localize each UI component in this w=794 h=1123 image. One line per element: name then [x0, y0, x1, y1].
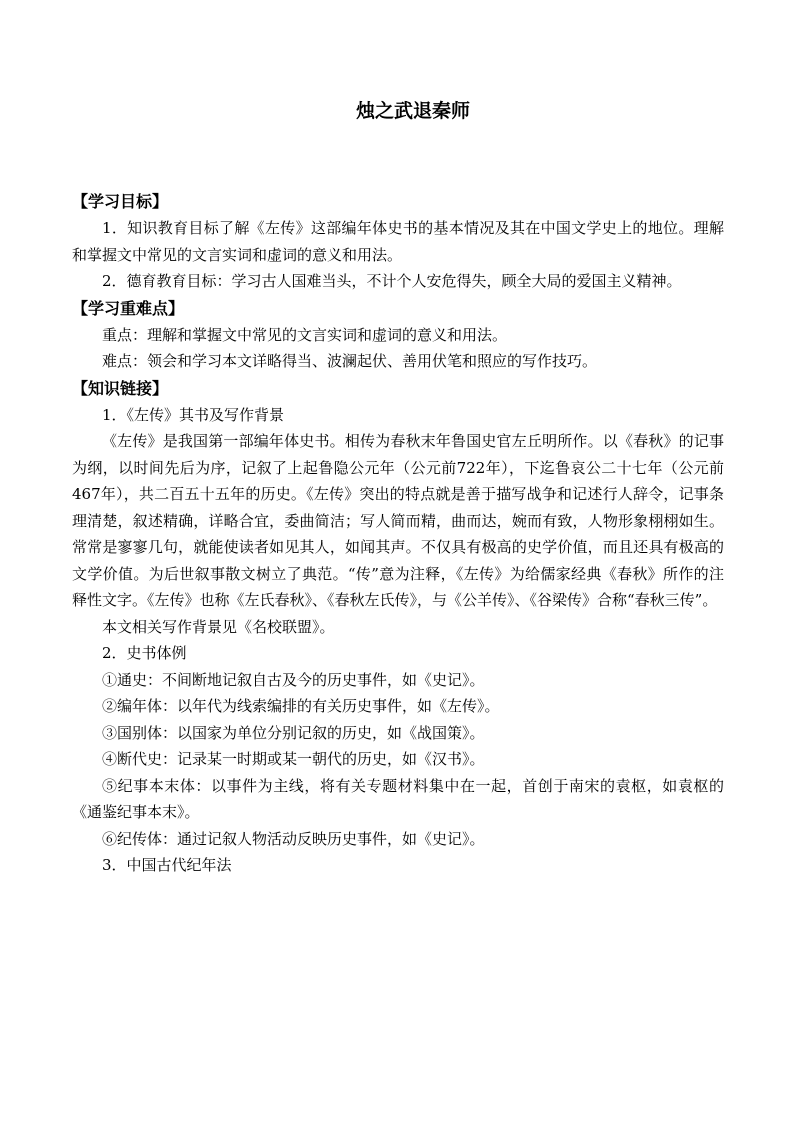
list-item-chronicle: ②编年体：以年代为线索编排的有关历史事件，如《左传》。 [102, 697, 500, 715]
paragraph-key-point: 重点：理解和掌握文中常见的文言实词和虚词的意义和用法。 [102, 325, 508, 344]
list-item-general-history: ①通史：不间断地记叙自古及今的历史事件，如《史记》。 [102, 670, 485, 689]
section-learning-goals [72, 188, 724, 295]
subheading-ancient-calendar: 3．中国古代纪年法 [102, 856, 232, 874]
section-knowledge-links [72, 375, 724, 879]
section-heading-knowledge-links: 【知识链接】 [72, 378, 169, 398]
document-title: 烛之武退秦师 [355, 100, 470, 122]
paragraph-moral-goal: 2．德育教育目标：学习古人国难当头，不计个人安危得失，顾全大局的爱国主义精神。 [102, 272, 682, 290]
list-item-dynastic-history: ④断代史：记录某一时期或某一朝代的历史，如《汉书》。 [102, 750, 485, 768]
list-item-national-history: ③国别体：以国家为单位分别记叙的历史，如《战国策》。 [102, 723, 485, 742]
list-item-event-based-history: ⑤纪事本末体：以事件为主线，将有关专题材料集中在一起，首创于南宋的袁枢，如袁枢的《通鉴纪事本末》。 [72, 776, 724, 821]
section-heading-learning-goals: 【学习目标】 [72, 192, 169, 211]
paragraph-difficult-point: 难点：领会和学习本文详略得当、波澜起伏、善用伏笔和照应的写作技巧。 [102, 352, 598, 370]
paragraph-knowledge-goal: 1．知识教育目标了解《左传》这部编年体史书的基本情况及其在中国文学史上的地位。理解和掌握文中常见的文言实词和虚词的意义和用法。 [72, 219, 724, 264]
document-page [72, 96, 724, 879]
section-key-difficult-points [72, 295, 724, 375]
list-item-biographical-history: ⑥纪传体：通过记叙人物活动反映历史事件，如《史记》。 [102, 829, 485, 848]
subheading-zuozhuan-background: 1．《左传》其书及写作背景 [102, 405, 285, 424]
paragraph-background-reference: 本文相关写作背景见《名校联盟》。 [102, 617, 335, 636]
paragraph-zuozhuan-intro: 《左传》是我国第一部编年体史书。相传为春秋末年鲁国史官左丘明所作。以《春秋》的记事为纲，以时间先后为序，记叙了上起鲁隐公元年（公元前722年），下迄鲁哀公二十七年（公元前467年），共二百五十五年的历史。《左传》突出的特点就是善于描写战争和记述行人辞令，记事条理清楚，叙述精确，详略合宜，委曲简洁；写人简而精，曲而达，婉而有致，人物形象栩栩如生。常常是寥寥几句，就能使读者如见其人，如闻其声。不仅具有极高的史学价值，而且还具有极高的文学价值。为后世叙事散文树立了典范。“传”意为注释，《左传》为给儒家经典《春秋》所作的注释性文字。《左传》也称《左氏春秋》、《春秋左氏传》，与《公羊传》、《谷梁传》合称“春秋三传”。 [72, 432, 724, 609]
section-heading-key-points: 【学习重难点】 [72, 298, 185, 318]
subheading-history-styles: 2．史书体例 [102, 644, 187, 662]
